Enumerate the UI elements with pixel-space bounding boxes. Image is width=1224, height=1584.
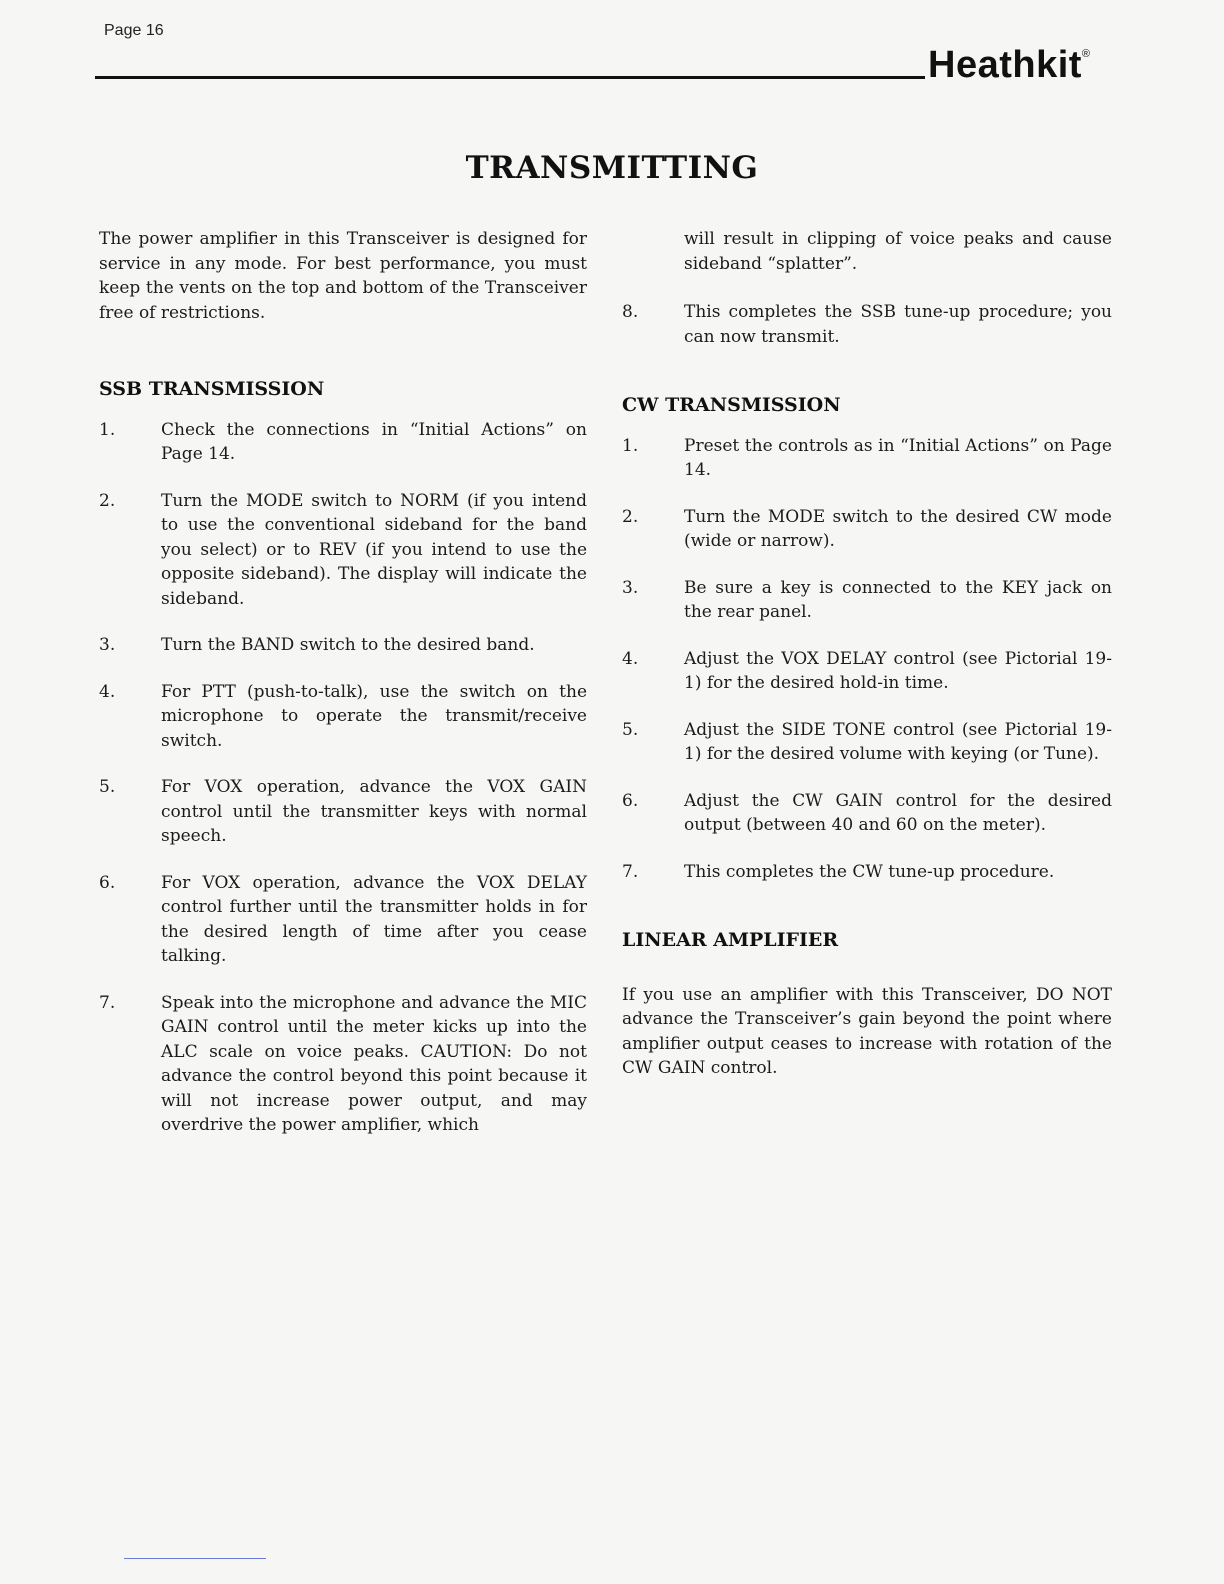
step-text: This completes the CW tune-up procedure. — [684, 861, 1055, 882]
step-text: Turn the MODE switch to NORM (if you intend to use the conventional sideband for the band you select) or to REV (if you intend to use the opposite sideband). The display will indicate the sideband. — [161, 490, 587, 609]
step-text: Adjust the CW GAIN control for the desired output (between 40 and 60 on the meter). — [684, 790, 1112, 835]
ssb-step-7-continued: will result in clipping of voice peaks and cause sideband “splatter”. — [684, 229, 1112, 274]
ssb-step-6 — [99, 871, 587, 969]
step-number: 4. — [622, 648, 639, 669]
cw-step-7 — [622, 860, 1112, 885]
ssb-step-4 — [99, 680, 587, 754]
cw-heading: CW TRANSMISSION — [622, 394, 841, 416]
registered-mark: ® — [1081, 48, 1091, 60]
ssb-step-3 — [99, 633, 587, 658]
step-number: 3. — [99, 635, 116, 655]
step-text: For VOX operation, advance the VOX DELAY control further until the transmitter holds in for the desired length of time after you cease talking. — [161, 872, 587, 966]
ssb-step-5 — [99, 775, 587, 849]
step-number: 1. — [99, 419, 116, 440]
step-number: 2. — [99, 490, 116, 511]
footer-line — [124, 1558, 266, 1559]
step-text: This completes the SSB tune-up procedure; you can now transmit. — [684, 302, 1112, 347]
ssb-heading: SSB TRANSMISSION — [99, 378, 325, 400]
step-text: For VOX operation, advance the VOX GAIN control until the transmitter keys with normal speech. — [161, 777, 587, 846]
ssb-step-8 — [622, 300, 1112, 349]
step-number: 5. — [622, 719, 639, 740]
step-text: Preset the controls as in “Initial Actions” on Page 14. — [684, 435, 1112, 480]
page-title: TRANSMITTING — [465, 150, 759, 186]
header-rule — [95, 76, 925, 79]
step-number: 3. — [622, 577, 639, 598]
page-number: Page 16 — [104, 22, 164, 39]
step-number: 6. — [622, 790, 639, 811]
cw-step-6 — [622, 789, 1112, 838]
step-text: Speak into the microphone and advance the MIC GAIN control until the meter kicks up into the ALC scale on voice peaks. CAUTION: Do not advance the control beyond this point because it will not increase power output, and may overdrive the power amplifier, which — [161, 992, 587, 1135]
step-number: 1. — [622, 435, 639, 456]
step-text: Turn the BAND switch to the desired band. — [161, 635, 535, 655]
ssb-step-2 — [99, 489, 587, 612]
step-number: 7. — [99, 992, 116, 1013]
cw-step-2 — [622, 505, 1112, 554]
right-column — [622, 227, 1112, 1081]
step-text: Check the connections in “Initial Actions” on Page 14. — [161, 419, 587, 464]
cw-step-4 — [622, 647, 1112, 696]
step-number: 7. — [622, 861, 639, 882]
step-number: 4. — [99, 681, 116, 702]
step-text: Adjust the VOX DELAY control (see Pictorial 19-1) for the desired hold-in time. — [684, 648, 1112, 693]
step-text: Turn the MODE switch to the desired CW mode (wide or narrow). — [684, 506, 1112, 551]
ssb-step-1 — [99, 418, 587, 467]
step-text: Adjust the SIDE TONE control (see Pictorial 19-1) for the desired volume with keying (or Tune). — [684, 719, 1112, 764]
cw-step-5 — [622, 718, 1112, 767]
linear-amplifier-paragraph: If you use an amplifier with this Transceiver, DO NOT advance the Transceiver’s gain beyond the point where amplifier output ceases to increase with rotation of the CW GAIN control. — [622, 984, 1112, 1078]
cw-step-1 — [622, 434, 1112, 483]
step-number: 8. — [622, 302, 639, 322]
step-number: 2. — [622, 506, 639, 527]
left-column — [99, 227, 587, 1138]
intro-paragraph: The power amplifier in this Transceiver is designed for service in any mode. For best performance, you must keep the vents on the top and bottom of the Transceiver free of restrictions. — [99, 229, 587, 323]
brand-name: Heathkit — [928, 44, 1082, 86]
step-text: Be sure a key is connected to the KEY jack on the rear panel. — [684, 577, 1112, 622]
step-text: For PTT (push-to-talk), use the switch on the microphone to operate the transmit/receive switch. — [161, 681, 587, 751]
ssb-step-7 — [99, 991, 587, 1138]
step-number: 6. — [99, 872, 116, 893]
step-number: 5. — [99, 777, 116, 797]
cw-step-3 — [622, 576, 1112, 625]
linear-amplifier-heading: LINEAR AMPLIFIER — [622, 929, 839, 951]
brand-logo — [928, 44, 1091, 87]
